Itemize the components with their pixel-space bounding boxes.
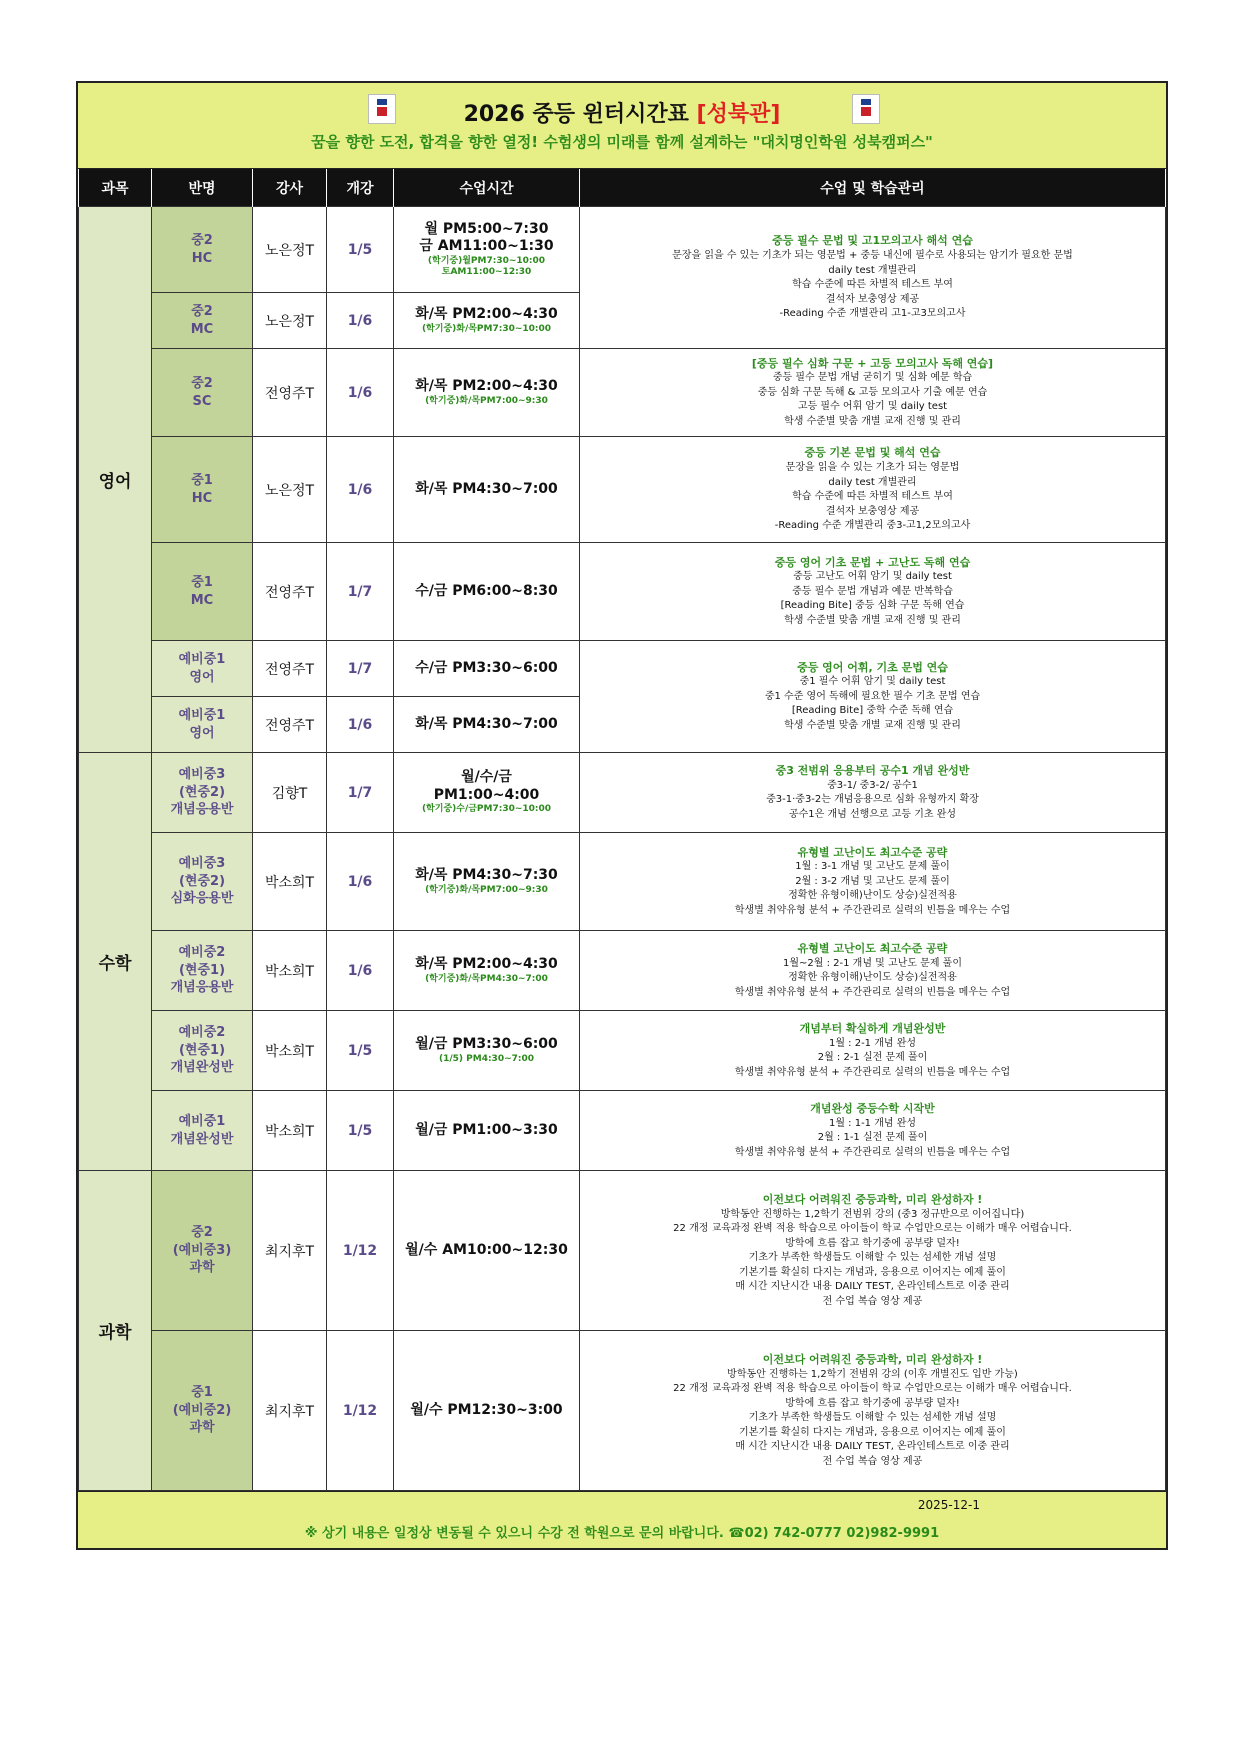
course-description (580, 753, 1166, 833)
teacher-name: 노은정T (253, 207, 327, 293)
semester-time-note: (학기중)화/목PM7:00~9:30 (425, 395, 548, 406)
page-subtitle: 꿈을 향한 도전, 합격을 향한 열정! 수험생의 미래를 함께 설계하는 "대치명인학원 성북캠퍼스" (311, 133, 933, 151)
class-time-line: 월/수/금 (461, 769, 512, 786)
class-name (152, 349, 253, 437)
class-name-line: 예비중2 (178, 945, 226, 961)
class-name (152, 753, 253, 833)
course-description-line: 학습 수준에 따른 차별적 테스트 부여 (792, 491, 953, 503)
course-description (580, 349, 1166, 437)
semester-time-note: (학기중)화/목PM7:00~9:30 (425, 884, 548, 895)
semester-time-note: 토AM11:00~12:30 (441, 267, 532, 277)
table-header-row (79, 169, 1166, 207)
class-name-line: 중2 (191, 303, 213, 319)
col-header-start: 개강 (327, 169, 394, 207)
teacher-name: 최지후T (253, 1331, 327, 1491)
course-description-line: 학생 수준별 맞춤 개별 교재 진행 및 관리 (784, 719, 961, 731)
course-description-line: 중3-1·중3-2는 개념응용으로 심화 유형까지 확장 (766, 794, 979, 806)
class-name-line: 심화응용반 (170, 891, 234, 907)
start-date: 1/7 (327, 753, 394, 833)
class-name-line: 중1 (191, 472, 213, 488)
start-date: 1/6 (327, 437, 394, 543)
class-time (394, 1091, 580, 1171)
col-header-teacher: 강사 (253, 169, 327, 207)
class-name (152, 543, 253, 641)
course-description-line: 문장을 읽을 수 있는 기초가 되는 영문법 + 중등 내신에 필수로 사용되는 암기가 필요한 문법 (672, 250, 1073, 262)
class-name (152, 833, 253, 931)
start-date: 1/6 (327, 697, 394, 753)
start-date: 1/7 (327, 641, 394, 697)
class-name-line: 예비중1 (178, 651, 226, 667)
class-name-line: 중2 (191, 375, 213, 391)
course-description-line: 매 시간 지난시간 내용 DAILY TEST, 온라인테스트로 이중 관리 (735, 1441, 1010, 1453)
table-row (79, 437, 1166, 543)
class-name (152, 641, 253, 697)
course-description-line: 중등 심화 구문 독해 & 고등 모의고사 기출 예문 연습 (757, 386, 988, 398)
teacher-name: 노은정T (253, 437, 327, 543)
class-name (152, 207, 253, 293)
course-description-line: 학생 수준별 맞춤 개별 교재 진행 및 관리 (784, 415, 961, 427)
course-description (580, 641, 1166, 753)
course-description-line: [Reading Bite] 중학 수준 독해 연습 (791, 705, 954, 717)
class-time (394, 931, 580, 1011)
course-description (580, 207, 1166, 349)
class-name (152, 437, 253, 543)
class-name-line: 영어 (189, 669, 215, 685)
course-description (580, 1171, 1166, 1331)
course-description-line: -Reading 수준 개별관리 고1-고3모의고사 (779, 308, 966, 320)
semester-time-note: (학기중)화/목PM7:30~10:00 (421, 323, 552, 334)
course-description-line: 1월 : 2-1 개념 완성 (828, 1037, 917, 1049)
course-description-title: 유형별 고난이도 최고수준 공략 (797, 941, 948, 955)
teacher-name: 전영주T (253, 543, 327, 641)
col-header-subject: 과목 (79, 169, 152, 207)
subject-science: 과학 (79, 1171, 152, 1491)
class-time (394, 349, 580, 437)
class-name-line: (예비중3) (172, 1242, 232, 1258)
class-time (394, 1171, 580, 1331)
course-description-line: 기본기를 확실히 다지는 개념과, 응용으로 이어지는 예제 풀이 (739, 1426, 1006, 1438)
footer (78, 1491, 1166, 1548)
class-time (394, 1011, 580, 1091)
class-name (152, 697, 253, 753)
table-row (79, 1011, 1166, 1091)
course-description-line: 2월 : 1-1 실전 문제 풀이 (817, 1132, 928, 1144)
class-time-line: 금 AM11:00~1:30 (419, 238, 554, 255)
table-row (79, 1091, 1166, 1171)
course-description-line: 기초가 부족한 학생들도 이해할 수 있는 섬세한 개념 설명 (748, 1252, 997, 1264)
class-time-line: PM1:00~4:00 (433, 786, 540, 803)
class-time-line: 월/금 PM1:00~3:30 (415, 1121, 558, 1138)
course-description-line: [Reading Bite] 중등 심화 구문 독해 연습 (780, 600, 965, 612)
class-name-line: 중2 (191, 232, 213, 248)
course-description-line: 매 시간 지난시간 내용 DAILY TEST, 온라인테스트로 이중 관리 (735, 1281, 1010, 1293)
class-name-line: 예비중3 (178, 856, 226, 872)
course-description-line: 방학동안 진행하는 1,2학기 전범위 강의 (이후 개별진도 입반 가능) (727, 1368, 1018, 1380)
class-time (394, 207, 580, 293)
class-name-line: HC (191, 490, 213, 506)
class-name (152, 1331, 253, 1491)
timetable-sheet (76, 81, 1168, 1550)
course-description-line: 중등 필수 문법 개념 굳히기 및 심화 예문 학습 (772, 372, 973, 384)
teacher-name: 박소희T (253, 1091, 327, 1171)
teacher-name: 노은정T (253, 293, 327, 349)
class-name-line: 개념완성반 (170, 1131, 234, 1147)
class-name-line: (현중1) (178, 962, 226, 978)
course-description-title: 중등 필수 문법 및 고1모의고사 해석 연습 (772, 234, 973, 248)
course-description-line: 학생별 취약유형 분석 + 주간관리로 실력의 빈틈을 메우는 수업 (734, 986, 1011, 998)
course-description-line: 정확한 유형이해)난이도 상승)실전적용 (788, 972, 957, 984)
table-row (79, 931, 1166, 1011)
course-description (580, 931, 1166, 1011)
course-description-title: 개념완성 중등수학 시작반 (810, 1101, 935, 1115)
course-description-line: 전 수업 복습 영상 제공 (822, 1455, 923, 1467)
contact-notice: ※ 상기 내용은 일정상 변동될 수 있으니 수강 전 학원으로 문의 바랍니다. ☎02) 742-0777 02)982-9991 (304, 1526, 940, 1541)
course-description-line: 1월~2월 : 2-1 개념 및 고난도 문제 풀이 (783, 957, 962, 969)
class-time (394, 437, 580, 543)
course-description (580, 437, 1166, 543)
course-description-line: 공수1은 개념 선행으로 고등 기초 완성 (788, 808, 957, 820)
teacher-name: 박소희T (253, 833, 327, 931)
class-time (394, 753, 580, 833)
course-description-line: 문장을 읽을 수 있는 기초가 되는 영문법 (785, 462, 960, 474)
teacher-name: 전영주T (253, 641, 327, 697)
table-row (79, 543, 1166, 641)
class-name-line: 중2 (191, 1225, 213, 1241)
col-header-time: 수업시간 (394, 169, 580, 207)
class-name-line: 개념응용반 (170, 980, 234, 996)
col-header-class: 반명 (152, 169, 253, 207)
title-main: 2026 중등 윈터시간표 (463, 102, 697, 127)
course-description-line: 기초가 부족한 학생들도 이해할 수 있는 섬세한 개념 설명 (748, 1412, 997, 1424)
class-time (394, 1331, 580, 1491)
subject-english: 영어 (79, 207, 152, 753)
course-description-line: 전 수업 복습 영상 제공 (822, 1295, 923, 1307)
semester-time-note: (학기중)수/금PM7:30~10:00 (421, 804, 552, 815)
schedule-table (78, 169, 1166, 1491)
start-date: 1/6 (327, 833, 394, 931)
course-description-line: daily test 개별관리 (828, 476, 917, 488)
start-date: 1/5 (327, 1091, 394, 1171)
teacher-name: 전영주T (253, 349, 327, 437)
course-description-line: -Reading 수준 개별관리 중3-고1,2모의고사 (774, 520, 971, 532)
class-name-line: MC (190, 592, 214, 608)
course-description-line: daily test 개별관리 (828, 264, 917, 276)
class-name-line: SC (192, 393, 212, 409)
table-row (79, 753, 1166, 833)
class-name (152, 1171, 253, 1331)
col-header-description: 수업 및 학습관리 (580, 169, 1166, 207)
class-time-line: 화/목 PM4:30~7:00 (415, 715, 558, 732)
table-row (79, 207, 1166, 293)
class-name-line: 예비중1 (178, 707, 226, 723)
class-name-line: (현중2) (178, 784, 226, 800)
table-row (79, 1171, 1166, 1331)
course-description-title: 이전보다 어려워진 중등과학, 미리 완성하자 ! (762, 1352, 983, 1366)
course-description-line: 학생별 취약유형 분석 + 주간관리로 실력의 빈틈을 메우는 수업 (734, 1146, 1011, 1158)
course-description-line: 1월 : 3-1 개념 및 고난도 문제 풀이 (795, 861, 950, 873)
course-description-line: 결석자 보충영상 제공 (825, 505, 920, 517)
course-description-line: 결석자 보충영상 제공 (825, 293, 920, 305)
course-description-line: 정확한 유형이해)난이도 상승)실전적용 (788, 890, 957, 902)
class-name-line: 개념응용반 (170, 802, 234, 818)
class-name (152, 1011, 253, 1091)
semester-time-note: (학기중)화/목PM4:30~7:00 (425, 973, 548, 984)
class-time-line: 수/금 PM6:00~8:30 (415, 582, 558, 599)
table-row (79, 349, 1166, 437)
course-description-title: [중등 필수 심화 구문 + 고등 모의고사 독해 연습] (751, 356, 994, 370)
class-name-line: 중1 (191, 1385, 213, 1401)
start-date: 1/5 (327, 207, 394, 293)
class-name-line: (현중2) (178, 873, 226, 889)
semester-time-note: (1/5) PM4:30~7:00 (438, 1053, 535, 1064)
start-date: 1/12 (327, 1331, 394, 1491)
class-name-line: (예비중2) (172, 1402, 232, 1418)
class-name (152, 293, 253, 349)
start-date: 1/5 (327, 1011, 394, 1091)
course-description (580, 833, 1166, 931)
class-name-line: 개념완성반 (170, 1060, 234, 1076)
course-description-title: 중3 전범위 응용부터 공수1 개념 완성반 (775, 763, 970, 777)
class-name-line: MC (190, 321, 214, 337)
class-name-line: (현중1) (178, 1042, 226, 1058)
class-name (152, 931, 253, 1011)
course-description-title: 중등 영어 기초 문법 + 고난도 독해 연습 (774, 555, 971, 569)
class-time (394, 543, 580, 641)
class-time-line: 화/목 PM2:00~4:30 (415, 306, 558, 323)
class-time (394, 641, 580, 697)
class-time-line: 수/금 PM3:30~6:00 (415, 659, 558, 676)
class-name-line: 과학 (189, 1420, 215, 1436)
course-description-title: 개념부터 확실하게 개념완성반 (799, 1021, 946, 1035)
class-time-line: 화/목 PM2:00~4:30 (415, 378, 558, 395)
course-description (580, 1091, 1166, 1171)
course-description-line: 22 개정 교육과정 완벽 적용 학습으로 아이들이 학교 수업만으로는 이해가 매우 어렵습니다. (673, 1223, 1072, 1235)
class-time-line: 월/수 PM12:30~3:00 (410, 1401, 563, 1418)
course-description-line: 방학에 흐름 잡고 학기중에 공부량 덜자! (785, 1237, 960, 1249)
course-description-line: 중1 수준 영어 독해에 필요한 필수 기초 문법 연습 (764, 690, 981, 702)
class-name (152, 1091, 253, 1171)
course-description-line: 학생 수준별 맞춤 개별 교재 진행 및 관리 (784, 614, 961, 626)
start-date: 1/12 (327, 1171, 394, 1331)
teacher-name: 최지후T (253, 1171, 327, 1331)
class-name-line: 예비중1 (178, 1113, 226, 1129)
teacher-name: 박소희T (253, 1011, 327, 1091)
class-name-line: 예비중3 (178, 767, 226, 783)
course-description-line: 2월 : 3-2 개념 및 고난도 문제 풀이 (795, 875, 950, 887)
course-description-line: 중등 고난도 어휘 암기 및 daily test (793, 571, 952, 583)
class-name-line: 과학 (189, 1260, 215, 1276)
course-description-title: 중등 영어 어휘, 기초 문법 연습 (797, 660, 948, 674)
course-description (580, 1331, 1166, 1491)
course-description-line: 중등 필수 문법 개념과 예문 반복학습 (792, 585, 953, 597)
start-date: 1/6 (327, 931, 394, 1011)
course-description-line: 학습 수준에 따른 차별적 테스트 부여 (792, 279, 953, 291)
title-campus: [성북관] (696, 102, 781, 127)
class-time-line: 화/목 PM4:30~7:30 (415, 867, 558, 884)
teacher-name: 김향T (253, 753, 327, 833)
table-row (79, 833, 1166, 931)
header (78, 83, 1166, 169)
teacher-name: 박소희T (253, 931, 327, 1011)
start-date: 1/6 (327, 293, 394, 349)
course-description-line: 고등 필수 어휘 암기 및 daily test (797, 401, 948, 413)
start-date: 1/7 (327, 543, 394, 641)
course-description-title: 유형별 고난이도 최고수준 공략 (797, 845, 948, 859)
start-date: 1/6 (327, 349, 394, 437)
class-time-line: 화/목 PM2:00~4:30 (415, 956, 558, 973)
class-name-line: 예비중2 (178, 1025, 226, 1041)
course-description (580, 1011, 1166, 1091)
course-description-line: 1월 : 1-1 개념 완성 (828, 1117, 917, 1129)
course-description (580, 543, 1166, 641)
class-time-line: 화/목 PM4:30~7:00 (415, 480, 558, 497)
class-time (394, 833, 580, 931)
class-name-line: 영어 (189, 725, 215, 741)
class-time-line: 월 PM5:00~7:30 (424, 220, 549, 237)
course-description-line: 2월 : 2-1 실전 문제 풀이 (817, 1052, 928, 1064)
course-description-line: 방학에 흐름 잡고 학기중에 공부량 덜자! (785, 1397, 960, 1409)
class-time-line: 월/수 AM10:00~12:30 (405, 1241, 568, 1258)
course-description-line: 학생별 취약유형 분석 + 주간관리로 실력의 빈틈을 메우는 수업 (734, 1066, 1011, 1078)
class-name-line: HC (191, 250, 213, 266)
course-description-line: 중3-1/ 중3-2/ 공수1 (827, 779, 918, 791)
class-time (394, 293, 580, 349)
semester-time-note: (학기중)월PM7:30~10:00 (427, 255, 546, 266)
course-description-line: 22 개정 교육과정 완벽 적용 학습으로 아이들이 학교 수업만으로는 이해가 매우 어렵습니다. (673, 1383, 1072, 1395)
table-row (79, 1331, 1166, 1491)
page-title (78, 97, 1166, 128)
course-description-title: 이전보다 어려워진 중등과학, 미리 완성하자 ! (762, 1192, 983, 1206)
table-row (79, 641, 1166, 697)
course-description-line: 학생별 취약유형 분석 + 주간관리로 실력의 빈틈을 메우는 수업 (734, 904, 1011, 916)
class-time-line: 월/금 PM3:30~6:00 (415, 1036, 558, 1053)
issue-date: 2025-12-1 (917, 1498, 980, 1512)
course-description-line: 기본기를 확실히 다지는 개념과, 응용으로 이어지는 예제 풀이 (739, 1266, 1006, 1278)
class-time (394, 697, 580, 753)
course-description-title: 중등 기본 문법 및 해석 연습 (804, 446, 941, 460)
class-name-line: 중1 (191, 574, 213, 590)
course-description-line: 중1 필수 어휘 암기 및 daily test (799, 676, 946, 688)
subject-math: 수학 (79, 753, 152, 1171)
teacher-name: 전영주T (253, 697, 327, 753)
course-description-line: 방학동안 진행하는 1,2학기 전범위 강의 (중3 정규반으로 이어집니다) (720, 1208, 1025, 1220)
